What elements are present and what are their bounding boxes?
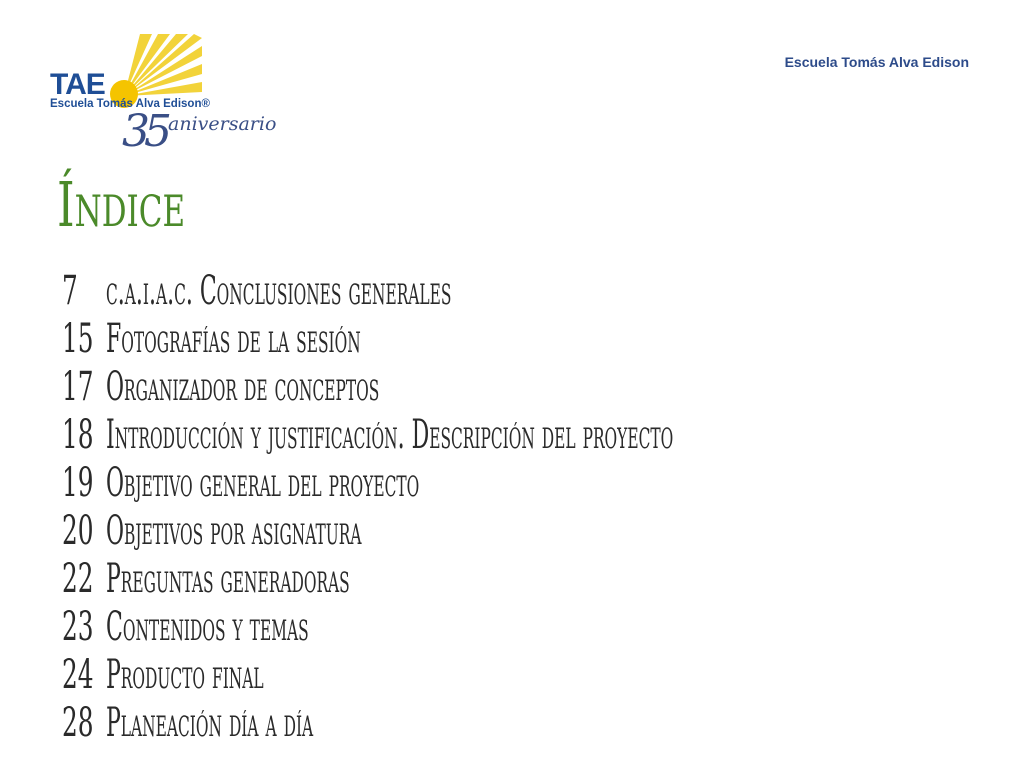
anniversary-word: aniversario xyxy=(168,113,277,135)
toc-entry: Fotografías de la sesión xyxy=(106,316,361,362)
logo-school-name: Escuela Tomás Alva Edison® xyxy=(50,98,210,110)
toc-entry: c.a.i.a.c. Conclusiones generales xyxy=(106,268,452,314)
toc-row xyxy=(62,556,1024,604)
toc-entry: Preguntas generadoras xyxy=(106,556,350,602)
toc-row xyxy=(62,508,1024,556)
toc-row xyxy=(62,652,1024,700)
toc-page-number: 19 xyxy=(62,460,94,506)
anniversary-mark xyxy=(122,106,277,157)
toc-row xyxy=(62,460,1024,508)
toc-page-number: 20 xyxy=(62,508,94,554)
toc-entry: Objetivos por asignatura xyxy=(106,508,362,554)
page-title: Índice xyxy=(57,168,186,241)
toc-page-number: 28 xyxy=(62,700,94,746)
toc-row xyxy=(62,316,1024,364)
toc-page-number: 23 xyxy=(62,604,94,650)
table-of-contents xyxy=(62,268,1024,748)
toc-page-number: 15 xyxy=(62,316,94,362)
toc-row xyxy=(62,604,1024,652)
toc-entry: Organizador de conceptos xyxy=(106,364,380,410)
toc-row xyxy=(62,412,1024,460)
toc-row xyxy=(62,700,1024,748)
school-logo xyxy=(44,34,314,164)
header-school-name: Escuela Tomás Alva Edison xyxy=(784,54,969,70)
toc-entry: Contenidos y temas xyxy=(106,604,309,650)
toc-page-number: 24 xyxy=(62,652,94,698)
toc-page-number: 18 xyxy=(62,412,94,458)
toc-entry: Producto final xyxy=(106,652,264,698)
logo-abbreviation: TAE xyxy=(50,68,105,101)
anniversary-number: 35 xyxy=(122,106,166,157)
toc-row xyxy=(62,364,1024,412)
toc-entry: Introducción y justificación. Descripción del proyecto xyxy=(106,412,674,458)
toc-entry: Objetivo general del proyecto xyxy=(106,460,420,506)
toc-entry: Planeación día a día xyxy=(106,700,314,746)
toc-row xyxy=(62,268,1024,316)
toc-page-number: 7 xyxy=(62,268,78,314)
toc-page-number: 17 xyxy=(62,364,94,410)
toc-page-number: 22 xyxy=(62,556,94,602)
